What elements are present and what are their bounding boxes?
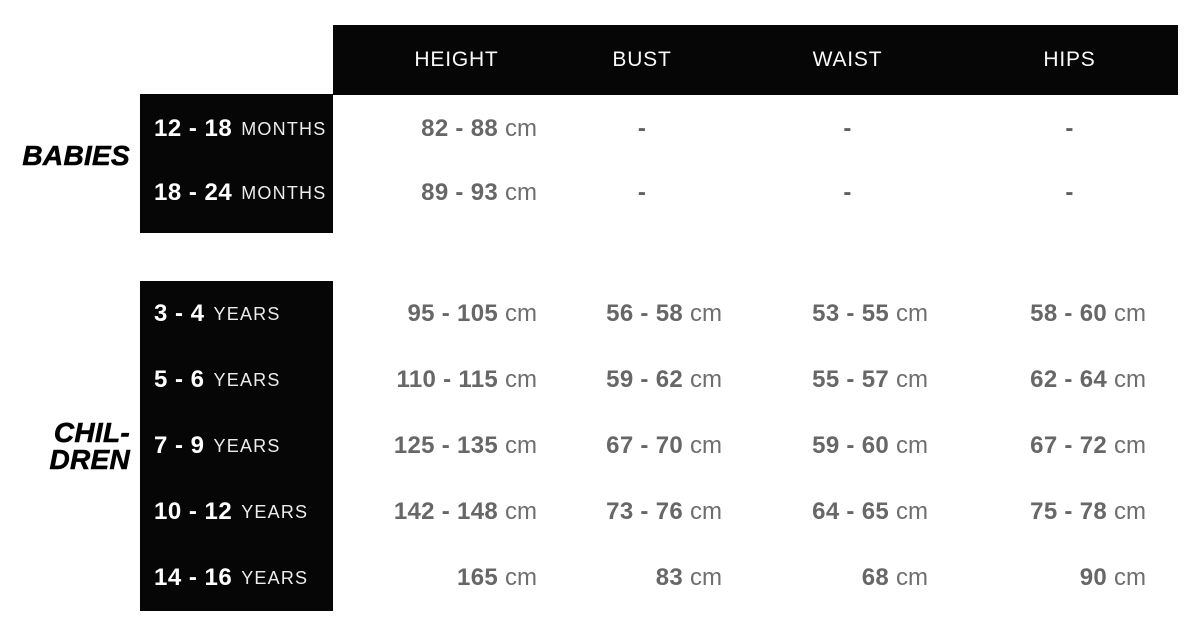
age-row-7-9-years: [140, 413, 333, 479]
category-babies-text: BABIES: [22, 140, 130, 171]
column-header-hips-label: HIPS: [1043, 48, 1096, 71]
measurement-value: 165: [457, 564, 498, 591]
measurement-value: 90: [1079, 564, 1107, 591]
height-cell: [333, 161, 560, 225]
age-row-18-24-months: [140, 161, 333, 225]
children-measurements: [333, 281, 1178, 611]
age-row-12-18-months: [140, 97, 333, 161]
measurement-value: 58 - 60: [1030, 300, 1107, 327]
babies-age-box: [140, 94, 333, 233]
measurement-unit: cm: [690, 498, 722, 525]
height-cell: [333, 479, 560, 545]
measurement-unit: cm: [505, 179, 537, 206]
measurement-unit: cm: [896, 366, 928, 393]
measurement-value: 67 - 72: [1030, 432, 1107, 459]
measurement-value: 142 - 148: [393, 498, 498, 525]
measurement-unit: cm: [896, 498, 928, 525]
table-row: [333, 413, 1178, 479]
height-cell: [333, 545, 560, 611]
waist-cell: [760, 161, 965, 225]
age-range-unit: MONTHS: [241, 182, 327, 203]
bust-cell: [560, 347, 760, 413]
measurement-value: 95 - 105: [407, 300, 498, 327]
children-age-box: [140, 281, 333, 611]
measurement-value: 55 - 57: [812, 366, 889, 393]
measurement-value: 59 - 60: [812, 432, 889, 459]
measurement-value: 125 - 135: [393, 432, 498, 459]
empty-value-dash: -: [843, 179, 852, 206]
height-cell: [333, 281, 560, 347]
measurement-unit: cm: [505, 115, 537, 142]
measurement-value: 83: [655, 564, 683, 591]
category-children-text-line2: DREN: [49, 444, 130, 475]
measurement-unit: cm: [1114, 498, 1146, 525]
height-cell: [333, 347, 560, 413]
measurement-value: 82 - 88: [421, 115, 498, 142]
hips-cell: [965, 281, 1178, 347]
column-header-hips: [965, 25, 1178, 95]
measurement-unit: cm: [505, 564, 537, 591]
measurement-unit: cm: [896, 300, 928, 327]
measurement-unit: cm: [1114, 432, 1146, 459]
measurement-value: 75 - 78: [1030, 498, 1107, 525]
measurement-unit: cm: [1114, 366, 1146, 393]
column-header-waist-label: WAIST: [812, 48, 883, 71]
column-header-height-label: HEIGHT: [414, 48, 499, 71]
empty-value-dash: -: [843, 115, 852, 142]
measurement-value: 56 - 58: [606, 300, 683, 327]
waist-cell: [760, 97, 965, 161]
empty-value-dash: -: [637, 179, 647, 206]
age-range-unit: YEARS: [241, 501, 309, 522]
bust-cell: [560, 545, 760, 611]
bust-cell: [560, 97, 760, 161]
waist-cell: [760, 479, 965, 545]
table-row: [333, 281, 1178, 347]
category-label-children: [0, 281, 130, 611]
age-row-3-4-years: [140, 281, 333, 347]
age-range-unit: YEARS: [213, 435, 281, 456]
age-range: 10 - 12: [154, 498, 233, 525]
height-cell: [333, 97, 560, 161]
measurement-unit: cm: [690, 432, 722, 459]
table-row: [333, 545, 1178, 611]
measurement-value: 53 - 55: [812, 300, 889, 327]
age-range: 3 - 4: [154, 300, 205, 327]
measurement-unit: cm: [690, 564, 722, 591]
bust-cell: [560, 413, 760, 479]
age-range-unit: MONTHS: [241, 118, 327, 139]
hips-cell: [965, 479, 1178, 545]
column-header-bust-label: BUST: [612, 48, 672, 71]
height-cell: [333, 413, 560, 479]
measure-header-bar: [333, 25, 1178, 95]
empty-value-dash: -: [637, 115, 647, 142]
waist-cell: [760, 413, 965, 479]
measurement-unit: cm: [896, 564, 928, 591]
age-row-5-6-years: [140, 347, 333, 413]
age-range-unit: YEARS: [213, 369, 281, 390]
category-label-babies: [0, 94, 130, 233]
category-children-text-line1: CHIL-: [53, 417, 130, 448]
measurement-value: 59 - 62: [606, 366, 683, 393]
measurement-unit: cm: [690, 366, 722, 393]
table-row: [333, 97, 1178, 161]
waist-cell: [760, 281, 965, 347]
waist-cell: [760, 347, 965, 413]
measurement-unit: cm: [690, 300, 722, 327]
age-range: 18 - 24: [154, 179, 233, 206]
measurement-unit: cm: [505, 432, 537, 459]
hips-cell: [965, 347, 1178, 413]
waist-cell: [760, 545, 965, 611]
measurement-value: 67 - 70: [606, 432, 683, 459]
table-row: [333, 347, 1178, 413]
bust-cell: [560, 161, 760, 225]
hips-cell: [965, 545, 1178, 611]
measurement-value: 68: [861, 564, 889, 591]
age-range-unit: YEARS: [241, 567, 309, 588]
measurement-unit: cm: [505, 366, 537, 393]
bust-cell: [560, 479, 760, 545]
column-header-bust: [560, 25, 760, 95]
measurement-unit: cm: [1114, 300, 1146, 327]
measurement-unit: cm: [505, 498, 537, 525]
measurement-value: 110 - 115: [396, 366, 498, 393]
age-row-10-12-years: [140, 479, 333, 545]
age-range: 5 - 6: [154, 366, 205, 393]
hips-cell: [965, 97, 1178, 161]
bust-cell: [560, 281, 760, 347]
hips-cell: [965, 413, 1178, 479]
measurement-unit: cm: [896, 432, 928, 459]
measurement-unit: cm: [1114, 564, 1146, 591]
age-range: 14 - 16: [154, 564, 233, 591]
age-range: 7 - 9: [154, 432, 205, 459]
measurement-unit: cm: [505, 300, 537, 327]
table-row: [333, 161, 1178, 225]
empty-value-dash: -: [1065, 115, 1074, 142]
column-header-waist: [760, 25, 965, 95]
age-row-14-16-years: [140, 545, 333, 611]
table-row: [333, 479, 1178, 545]
measurement-value: 64 - 65: [812, 498, 889, 525]
measurement-value: 89 - 93: [421, 179, 498, 206]
age-range-unit: YEARS: [213, 303, 281, 324]
measurement-value: 62 - 64: [1030, 366, 1107, 393]
babies-measurements: [333, 97, 1178, 225]
measurement-value: 73 - 76: [606, 498, 683, 525]
empty-value-dash: -: [1065, 179, 1074, 206]
hips-cell: [965, 161, 1178, 225]
age-range: 12 - 18: [154, 115, 233, 142]
column-header-height: [333, 25, 560, 95]
